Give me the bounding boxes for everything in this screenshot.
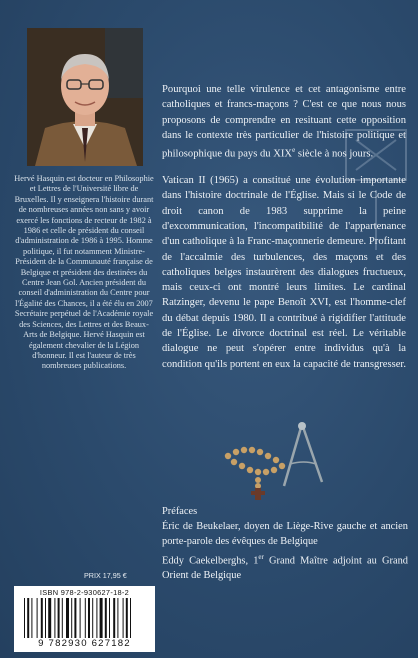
isbn-number: ISBN 978-2-930627-18-2 <box>39 588 130 597</box>
barcode-icon <box>24 598 145 638</box>
prefaces-heading: Préfaces <box>162 506 198 517</box>
book-summary <box>162 82 406 383</box>
ean-digits: 9 782930 627182 <box>38 638 131 649</box>
preface-author-1: Éric de Beukelaer, doyen de Liège-Rive gauche et ancien porte-parole des évêques de Belgique <box>162 521 408 548</box>
author-biography: Hervé Hasquin est docteur en Philosophie et Lettres de l'Université libre de Bruxelles. Il y enseignera l'histoire durant de nombreuses années non sans y avoir exercé les fonctions de recteur de 1982 à 1986 et celle de président du conseil d'administration de 1986 à 1995. Homme politique, il fut notamment Ministre-Président de la Communauté française de Belgique et président des destinées du Centre Jean Gol. Ancien président du conseil d'administration du Centre pour l'Égalité des Chances, il a été élu en 2007 Secrétaire perpétuel de l'Académie royale des Sciences, des Lettres et des Beaux-Arts de Belgique. Hervé Hasquin est également chevalier de la Légion d'honneur. Il est l'auteur de très nombreuses publications. <box>14 174 154 371</box>
prefaces-section <box>162 504 408 583</box>
summary-paragraph-1: Pourquoi une telle virulence et cet antagonisme entre catholiques et francs-maçons ? C'est ce que nous nous proposons de comprendre en resituant cette opposition dans le contexte très particulier de l'histoire politique et philosophique du pays du XIXe siècle à nos jours. <box>162 84 406 160</box>
price-label: PRIX 17,95 € <box>84 571 127 580</box>
rosary-compass-illustration <box>218 420 338 500</box>
summary-paragraph-2: Vatican II (1965) a constitué une évolution importante dans l'histoire doctrinale de l'Église. Mais si le Code de droit canon de 1983 supprime la peine d'excommunication, l'incompatibilité de l'appartenance d'un catholique à la Franc-maçonnerie demeure. Profitant de l'accalmie des turbulences, des maçons et des catholiques belges instaurèrent des dialogues fructueux, mais ceux-ci ont montré leurs limites. Le cardinal Ratzinger, devenu le pape Benoît XVI, est l'homme-clef du débat depuis 1980. Il a contribué à rigidifier l'attitude de l'Église. Le divorce doctrinal est réel. Le véritable dialogue ne peut s'opérer entre individus qu'à la condition qu'ils portent en eux la capacité de transgresser. <box>162 175 407 370</box>
preface-author-2: Eddy Caekelberghs, 1er Grand Maître adjoint au Grand Orient de Belgique <box>162 552 408 582</box>
barcode-panel <box>14 586 155 652</box>
author-photo <box>27 28 143 166</box>
